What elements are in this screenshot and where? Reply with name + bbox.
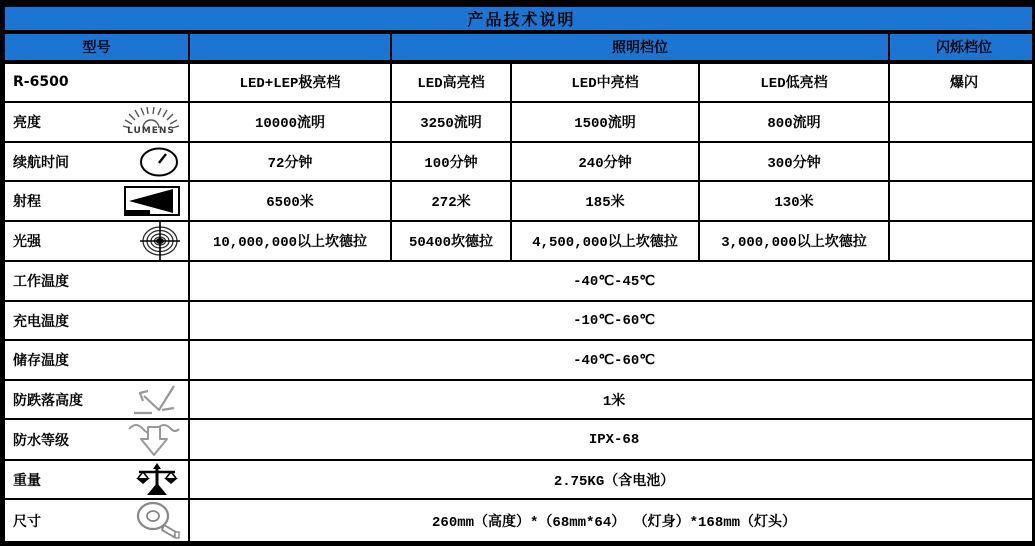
storage-temp-row	[4, 340, 1035, 380]
mode-name-row	[4, 62, 1035, 103]
intensity-strobe	[889, 221, 1035, 262]
brightness-high: 3250流明	[391, 102, 511, 142]
beam-distance-label: 射程	[13, 194, 41, 211]
beam-distance-strobe	[889, 181, 1035, 221]
col-header-spacer	[189, 32, 391, 61]
brightness-strobe	[889, 102, 1035, 142]
runtime-turbo: 72分钟	[189, 142, 391, 182]
brightness-row	[4, 102, 1035, 142]
mode-turbo: LED+LEP极亮档	[189, 62, 391, 103]
intensity-target-icon	[140, 222, 180, 260]
lumens-icon	[122, 107, 180, 136]
col-header-model: 型号	[4, 32, 189, 61]
dimensions-value: 260mm（高度）*（68mm*64） （灯身）*168mm（灯头）	[189, 499, 1035, 542]
intensity-medium: 4,500,000以上坎德拉	[511, 221, 699, 262]
beam-distance-high: 272米	[391, 181, 511, 221]
intensity-label: 光强	[13, 234, 41, 251]
runtime-low: 300分钟	[699, 142, 889, 182]
beam-distance-turbo: 6500米	[189, 181, 391, 221]
col-header-strobe-mode: 闪烁档位	[889, 32, 1035, 61]
beam-distance-medium: 185米	[511, 181, 699, 221]
operating-temp-label: 工作温度	[4, 261, 189, 301]
brightness-turbo: 10000流明	[189, 102, 391, 142]
mode-high: LED高亮档	[391, 62, 511, 103]
mode-strobe: 爆闪	[889, 62, 1035, 103]
intensity-turbo: 10,000,000以上坎德拉	[189, 221, 391, 262]
runtime-row	[4, 142, 1035, 182]
brightness-label: 亮度	[13, 114, 41, 131]
runtime-high: 100分钟	[391, 142, 511, 182]
intensity-high: 50400坎德拉	[391, 221, 511, 262]
column-header-row	[4, 32, 1035, 61]
drop-resistance-row	[4, 380, 1035, 420]
waterproof-label: 防水等级	[13, 432, 69, 449]
mode-medium: LED中亮档	[511, 62, 699, 103]
runtime-label: 续航时间	[13, 154, 69, 171]
storage-temp-label: 储存温度	[4, 340, 189, 380]
col-header-lighting-modes: 照明档位	[391, 32, 889, 61]
mode-low: LED低亮档	[699, 62, 889, 103]
weight-label: 重量	[13, 472, 41, 489]
brightness-low: 800流明	[699, 102, 889, 142]
operating-temp-row	[4, 261, 1035, 301]
title-row	[4, 6, 1035, 32]
drop-impact-icon	[126, 383, 180, 417]
beam-distance-row	[4, 181, 1035, 221]
beam-distance-icon	[124, 186, 180, 216]
intensity-low: 3,000,000以上坎德拉	[699, 221, 889, 262]
operating-temp-value: -40℃-45℃	[189, 261, 1035, 301]
runtime-strobe	[889, 142, 1035, 182]
beam-distance-low: 130米	[699, 181, 889, 221]
intensity-row	[4, 221, 1035, 262]
charging-temp-row	[4, 301, 1035, 341]
drop-resistance-label: 防跌落高度	[13, 392, 83, 409]
weight-value: 2.75KG（含电池）	[189, 460, 1035, 500]
runtime-medium: 240分钟	[511, 142, 699, 182]
weight-row	[4, 460, 1035, 500]
brightness-medium: 1500流明	[511, 102, 699, 142]
model-number: R-6500	[4, 62, 189, 103]
drop-resistance-value: 1米	[189, 380, 1035, 420]
storage-temp-value: -40℃-60℃	[189, 340, 1035, 380]
tape-measure-icon	[134, 501, 180, 541]
charging-temp-value: -10℃-60℃	[189, 301, 1035, 341]
charging-temp-label: 充电温度	[4, 301, 189, 341]
waterproof-row	[4, 419, 1035, 460]
page-title: 产品技术说明	[4, 6, 1035, 32]
dimensions-row	[4, 499, 1035, 542]
spec-table	[3, 5, 1035, 543]
dimensions-label: 尺寸	[13, 513, 41, 530]
waterproof-icon	[128, 421, 180, 459]
runtime-clock-icon	[138, 146, 180, 178]
weight-scale-icon	[134, 463, 180, 497]
lumens-icon-text: LUMENS	[127, 126, 175, 137]
waterproof-value: IPX-68	[189, 419, 1035, 460]
